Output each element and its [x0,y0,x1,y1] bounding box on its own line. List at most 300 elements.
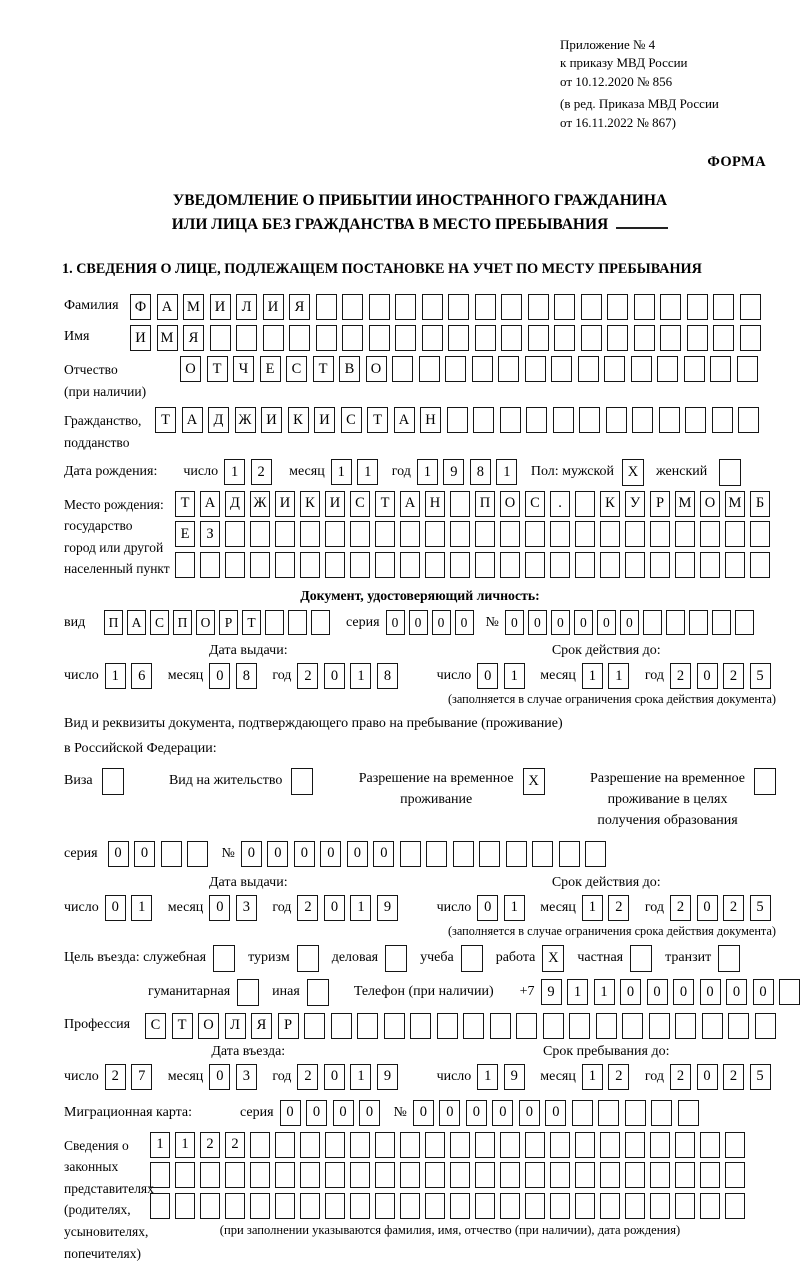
char-cell[interactable]: Я [289,294,310,320]
char-cell[interactable]: П [104,610,123,635]
char-cell[interactable]: 9 [541,979,562,1005]
char-cell[interactable] [650,1162,670,1188]
char-cell[interactable] [500,407,521,433]
char-cell[interactable] [350,1132,370,1158]
char-cell[interactable]: В [339,356,360,382]
purpose-humanitarian-checkbox[interactable] [237,979,259,1006]
char-cell[interactable] [625,1100,646,1126]
char-cell[interactable] [275,1193,295,1219]
char-cell[interactable]: К [600,491,620,517]
purpose-transit-checkbox[interactable] [718,945,740,972]
char-cell[interactable] [685,407,706,433]
char-cell[interactable] [550,1162,570,1188]
char-cell[interactable] [598,1100,619,1126]
char-cell[interactable]: С [145,1013,166,1039]
char-cell[interactable] [525,1132,545,1158]
char-cell[interactable]: П [173,610,192,635]
char-cell[interactable] [236,325,257,351]
char-cell[interactable] [250,552,270,578]
rvp-checkbox[interactable]: X [523,768,545,795]
char-cell[interactable] [725,552,745,578]
char-cell[interactable]: 1 [417,459,438,485]
char-cell[interactable] [447,407,468,433]
char-cell[interactable] [300,1162,320,1188]
char-cell[interactable] [728,1013,749,1039]
gender-male-checkbox[interactable]: X [622,459,644,486]
char-cell[interactable]: А [157,294,178,320]
char-cell[interactable]: 0 [280,1100,301,1126]
char-cell[interactable]: 2 [723,895,744,921]
char-cell[interactable] [528,325,549,351]
char-cell[interactable] [275,552,295,578]
char-cell[interactable]: И [130,325,151,351]
char-cell[interactable]: Ф [130,294,151,320]
char-cell[interactable] [375,521,395,547]
char-cell[interactable]: 0 [492,1100,513,1126]
char-cell[interactable]: 0 [209,1064,230,1090]
char-cell[interactable]: 1 [150,1132,170,1158]
char-cell[interactable] [600,521,620,547]
char-cell[interactable]: Т [175,491,195,517]
char-cell[interactable] [525,552,545,578]
char-cell[interactable] [657,356,678,382]
char-cell[interactable] [490,1013,511,1039]
char-cell[interactable]: С [525,491,545,517]
char-cell[interactable] [475,552,495,578]
char-cell[interactable]: 2 [723,1064,744,1090]
char-cell[interactable] [400,1193,420,1219]
char-cell[interactable] [659,407,680,433]
char-cell[interactable]: 7 [131,1064,152,1090]
char-cell[interactable] [175,552,195,578]
char-cell[interactable] [325,1132,345,1158]
char-cell[interactable] [689,610,708,635]
char-cell[interactable] [331,1013,352,1039]
char-cell[interactable] [604,356,625,382]
char-cell[interactable] [475,521,495,547]
char-cell[interactable]: Ч [233,356,254,382]
char-cell[interactable]: 0 [551,610,570,635]
char-cell[interactable]: Т [207,356,228,382]
char-cell[interactable] [473,407,494,433]
char-cell[interactable] [600,1132,620,1158]
char-cell[interactable]: 0 [347,841,368,867]
char-cell[interactable] [750,521,770,547]
char-cell[interactable]: 0 [477,663,498,689]
char-cell[interactable] [300,521,320,547]
char-cell[interactable] [687,294,708,320]
char-cell[interactable]: 1 [477,1064,498,1090]
char-cell[interactable]: Ж [235,407,256,433]
char-cell[interactable] [200,552,220,578]
char-cell[interactable]: 2 [723,663,744,689]
char-cell[interactable]: 0 [697,895,718,921]
char-cell[interactable]: 3 [236,1064,257,1090]
char-cell[interactable] [625,1162,645,1188]
char-cell[interactable]: М [725,491,745,517]
char-cell[interactable]: 2 [105,1064,126,1090]
char-cell[interactable] [543,1013,564,1039]
char-cell[interactable]: 0 [455,610,474,635]
char-cell[interactable] [425,552,445,578]
char-cell[interactable]: 0 [413,1100,434,1126]
char-cell[interactable]: Т [375,491,395,517]
char-cell[interactable] [678,1100,699,1126]
char-cell[interactable] [578,356,599,382]
char-cell[interactable] [687,325,708,351]
char-cell[interactable] [581,294,602,320]
char-cell[interactable] [572,1100,593,1126]
char-cell[interactable] [350,521,370,547]
char-cell[interactable] [311,610,330,635]
char-cell[interactable]: 0 [432,610,451,635]
char-cell[interactable] [400,552,420,578]
char-cell[interactable] [500,521,520,547]
char-cell[interactable] [525,356,546,382]
char-cell[interactable] [419,356,440,382]
char-cell[interactable]: 0 [673,979,694,1005]
char-cell[interactable]: 2 [297,895,318,921]
char-cell[interactable] [553,407,574,433]
char-cell[interactable]: К [288,407,309,433]
char-cell[interactable]: 0 [324,663,345,689]
char-cell[interactable] [448,325,469,351]
char-cell[interactable] [500,1162,520,1188]
char-cell[interactable]: И [210,294,231,320]
char-cell[interactable] [350,1162,370,1188]
char-cell[interactable]: 1 [105,663,126,689]
char-cell[interactable] [450,521,470,547]
char-cell[interactable]: 2 [670,895,691,921]
char-cell[interactable] [410,1013,431,1039]
char-cell[interactable] [422,325,443,351]
char-cell[interactable]: 1 [582,663,603,689]
char-cell[interactable]: 5 [750,895,771,921]
char-cell[interactable] [225,1193,245,1219]
char-cell[interactable] [225,552,245,578]
char-cell[interactable] [660,325,681,351]
char-cell[interactable] [579,407,600,433]
char-cell[interactable]: 2 [608,895,629,921]
char-cell[interactable]: 0 [209,663,230,689]
char-cell[interactable] [554,294,575,320]
char-cell[interactable]: Т [155,407,176,433]
char-cell[interactable] [200,1193,220,1219]
char-cell[interactable] [700,1193,720,1219]
char-cell[interactable] [500,1193,520,1219]
char-cell[interactable] [400,521,420,547]
char-cell[interactable] [392,356,413,382]
char-cell[interactable]: 0 [306,1100,327,1126]
char-cell[interactable] [175,1162,195,1188]
char-cell[interactable]: О [180,356,201,382]
char-cell[interactable] [501,294,522,320]
char-cell[interactable] [650,552,670,578]
char-cell[interactable] [550,1132,570,1158]
char-cell[interactable]: 0 [294,841,315,867]
char-cell[interactable]: 1 [350,1064,371,1090]
char-cell[interactable] [684,356,705,382]
char-cell[interactable]: Л [225,1013,246,1039]
char-cell[interactable]: Т [172,1013,193,1039]
char-cell[interactable]: Е [175,521,195,547]
purpose-business-checkbox[interactable] [385,945,407,972]
char-cell[interactable] [316,294,337,320]
char-cell[interactable]: 1 [582,895,603,921]
char-cell[interactable] [342,325,363,351]
char-cell[interactable]: Р [650,491,670,517]
char-cell[interactable] [575,1193,595,1219]
char-cell[interactable] [250,1193,270,1219]
char-cell[interactable]: 1 [350,895,371,921]
purpose-private-checkbox[interactable] [630,945,652,972]
char-cell[interactable] [575,1132,595,1158]
char-cell[interactable] [666,610,685,635]
char-cell[interactable] [448,294,469,320]
char-cell[interactable]: О [196,610,215,635]
char-cell[interactable]: 0 [597,610,616,635]
char-cell[interactable] [559,841,580,867]
char-cell[interactable]: 0 [545,1100,566,1126]
char-cell[interactable] [369,325,390,351]
char-cell[interactable] [625,1193,645,1219]
char-cell[interactable]: Е [260,356,281,382]
char-cell[interactable]: 2 [200,1132,220,1158]
char-cell[interactable] [700,552,720,578]
char-cell[interactable]: 0 [373,841,394,867]
char-cell[interactable] [498,356,519,382]
char-cell[interactable]: 1 [350,663,371,689]
char-cell[interactable] [475,1193,495,1219]
char-cell[interactable] [622,1013,643,1039]
char-cell[interactable]: 9 [377,895,398,921]
char-cell[interactable] [375,1162,395,1188]
char-cell[interactable]: 9 [443,459,464,485]
char-cell[interactable]: 1 [357,459,378,485]
char-cell[interactable] [634,294,655,320]
char-cell[interactable]: 6 [131,663,152,689]
char-cell[interactable]: 0 [620,979,641,1005]
char-cell[interactable]: У [625,491,645,517]
char-cell[interactable] [554,325,575,351]
char-cell[interactable]: 0 [477,895,498,921]
char-cell[interactable]: И [261,407,282,433]
char-cell[interactable]: 0 [241,841,262,867]
char-cell[interactable]: С [286,356,307,382]
char-cell[interactable]: И [275,491,295,517]
char-cell[interactable]: С [350,491,370,517]
char-cell[interactable]: Д [208,407,229,433]
char-cell[interactable] [275,1132,295,1158]
char-cell[interactable]: Я [183,325,204,351]
char-cell[interactable] [150,1162,170,1188]
char-cell[interactable] [450,491,470,517]
char-cell[interactable]: 8 [470,459,491,485]
purpose-other-checkbox[interactable] [307,979,329,1006]
char-cell[interactable]: Д [225,491,245,517]
char-cell[interactable] [569,1013,590,1039]
char-cell[interactable]: 9 [377,1064,398,1090]
char-cell[interactable] [650,1193,670,1219]
char-cell[interactable]: 1 [496,459,517,485]
char-cell[interactable]: Т [313,356,334,382]
char-cell[interactable] [740,294,761,320]
char-cell[interactable]: 1 [175,1132,195,1158]
char-cell[interactable] [501,325,522,351]
char-cell[interactable] [575,1162,595,1188]
char-cell[interactable]: 0 [697,663,718,689]
char-cell[interactable]: 1 [504,895,525,921]
char-cell[interactable]: Н [420,407,441,433]
char-cell[interactable] [250,521,270,547]
char-cell[interactable] [425,1193,445,1219]
char-cell[interactable] [700,1132,720,1158]
char-cell[interactable] [265,610,284,635]
char-cell[interactable] [395,294,416,320]
char-cell[interactable]: 2 [608,1064,629,1090]
char-cell[interactable] [475,294,496,320]
char-cell[interactable] [426,841,447,867]
char-cell[interactable] [369,294,390,320]
char-cell[interactable]: Л [236,294,257,320]
char-cell[interactable] [437,1013,458,1039]
char-cell[interactable] [325,1162,345,1188]
char-cell[interactable] [532,841,553,867]
char-cell[interactable] [300,1193,320,1219]
char-cell[interactable]: 0 [359,1100,380,1126]
char-cell[interactable] [357,1013,378,1039]
char-cell[interactable]: 2 [297,663,318,689]
char-cell[interactable] [779,979,800,1005]
char-cell[interactable] [625,552,645,578]
char-cell[interactable] [650,1132,670,1158]
purpose-tourism-checkbox[interactable] [297,945,319,972]
char-cell[interactable]: 2 [251,459,272,485]
char-cell[interactable] [649,1013,670,1039]
char-cell[interactable]: 0 [324,1064,345,1090]
char-cell[interactable] [500,552,520,578]
char-cell[interactable] [225,1162,245,1188]
char-cell[interactable] [463,1013,484,1039]
char-cell[interactable]: 0 [409,610,428,635]
char-cell[interactable] [525,521,545,547]
char-cell[interactable] [600,552,620,578]
char-cell[interactable] [738,407,759,433]
purpose-official-checkbox[interactable] [213,945,235,972]
char-cell[interactable] [650,521,670,547]
char-cell[interactable] [453,841,474,867]
char-cell[interactable] [425,1132,445,1158]
char-cell[interactable] [528,294,549,320]
char-cell[interactable] [713,294,734,320]
char-cell[interactable]: 2 [670,1064,691,1090]
char-cell[interactable]: 1 [131,895,152,921]
char-cell[interactable]: О [500,491,520,517]
char-cell[interactable] [400,1162,420,1188]
char-cell[interactable] [500,1132,520,1158]
char-cell[interactable] [596,1013,617,1039]
char-cell[interactable] [600,1162,620,1188]
char-cell[interactable] [625,1132,645,1158]
char-cell[interactable] [225,521,245,547]
char-cell[interactable]: 0 [108,841,129,867]
char-cell[interactable]: И [325,491,345,517]
char-cell[interactable] [450,1162,470,1188]
char-cell[interactable] [550,521,570,547]
char-cell[interactable] [725,1193,745,1219]
char-cell[interactable]: 0 [519,1100,540,1126]
char-cell[interactable] [445,356,466,382]
char-cell[interactable]: 0 [134,841,155,867]
char-cell[interactable]: . [550,491,570,517]
char-cell[interactable] [516,1013,537,1039]
char-cell[interactable]: А [127,610,146,635]
char-cell[interactable]: П [475,491,495,517]
char-cell[interactable]: А [394,407,415,433]
char-cell[interactable] [325,521,345,547]
char-cell[interactable]: 0 [209,895,230,921]
char-cell[interactable] [525,1162,545,1188]
char-cell[interactable] [725,521,745,547]
char-cell[interactable] [606,407,627,433]
char-cell[interactable] [479,841,500,867]
char-cell[interactable]: 3 [236,895,257,921]
char-cell[interactable] [450,1132,470,1158]
char-cell[interactable]: Т [367,407,388,433]
char-cell[interactable]: 0 [439,1100,460,1126]
char-cell[interactable] [475,325,496,351]
char-cell[interactable] [675,1162,695,1188]
rvp-education-checkbox[interactable] [754,768,776,795]
char-cell[interactable] [342,294,363,320]
char-cell[interactable]: 1 [608,663,629,689]
purpose-work-checkbox[interactable]: X [542,945,564,972]
char-cell[interactable] [651,1100,672,1126]
char-cell[interactable]: 0 [333,1100,354,1126]
char-cell[interactable] [150,1193,170,1219]
char-cell[interactable] [275,521,295,547]
char-cell[interactable]: 1 [594,979,615,1005]
char-cell[interactable] [450,1193,470,1219]
char-cell[interactable] [631,356,652,382]
char-cell[interactable] [210,325,231,351]
char-cell[interactable] [375,1193,395,1219]
char-cell[interactable] [750,552,770,578]
char-cell[interactable]: 1 [331,459,352,485]
gender-female-checkbox[interactable] [719,459,741,486]
char-cell[interactable] [400,1132,420,1158]
char-cell[interactable]: Ж [250,491,270,517]
char-cell[interactable]: М [675,491,695,517]
char-cell[interactable]: 8 [236,663,257,689]
char-cell[interactable] [575,521,595,547]
char-cell[interactable]: 2 [297,1064,318,1090]
purpose-study-checkbox[interactable] [461,945,483,972]
char-cell[interactable]: О [198,1013,219,1039]
char-cell[interactable] [625,521,645,547]
char-cell[interactable]: 0 [505,610,524,635]
char-cell[interactable]: 0 [726,979,747,1005]
char-cell[interactable] [712,407,733,433]
char-cell[interactable] [660,294,681,320]
char-cell[interactable] [316,325,337,351]
char-cell[interactable]: 0 [320,841,341,867]
char-cell[interactable]: Р [219,610,238,635]
char-cell[interactable] [713,325,734,351]
char-cell[interactable]: 0 [324,895,345,921]
char-cell[interactable] [250,1162,270,1188]
char-cell[interactable] [375,552,395,578]
